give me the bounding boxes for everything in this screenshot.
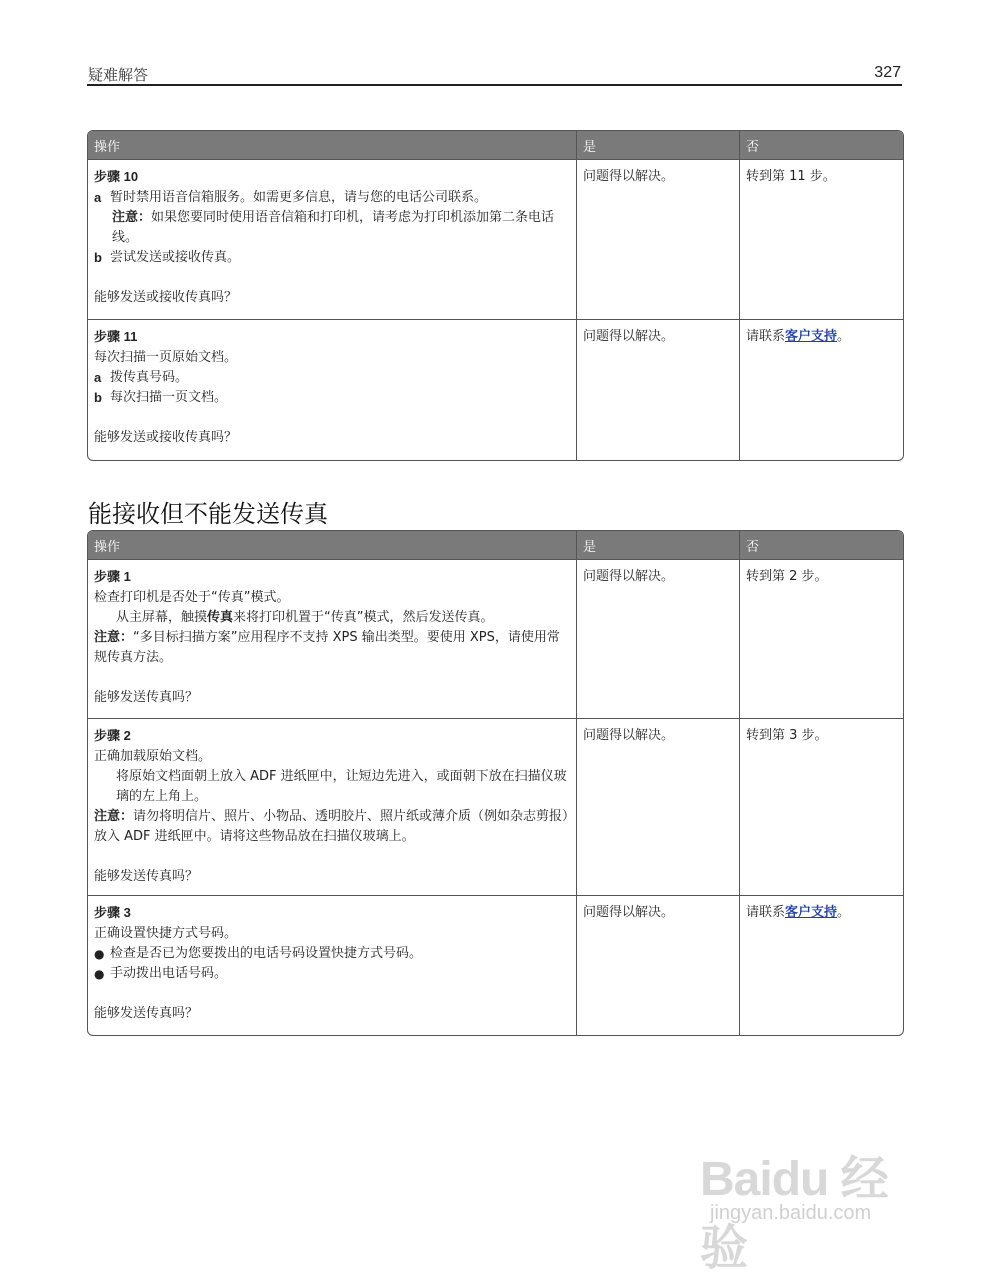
yes-cell: 问题得以解决。	[576, 159, 739, 319]
customer-support-link[interactable]: 客户支持	[785, 905, 838, 920]
no-text-suffix: 。	[837, 905, 851, 920]
note-text: 请勿将明信片、照片、小物品、透明胶片、照片纸或薄介质（例如杂志剪报）放入 ADF 进纸匣中。请将这些物品放在扫描仪玻璃上。	[94, 809, 569, 844]
troubleshooting-table-1	[87, 130, 904, 461]
column-header-action: 操作	[88, 531, 576, 559]
list-item	[94, 248, 570, 268]
item-marker: b	[94, 250, 102, 265]
step-title: 步骤 3	[94, 905, 131, 920]
question: 能够发送传真吗？	[94, 690, 199, 705]
watermark-logo: Baidu 经验	[700, 1153, 888, 1275]
item-marker: a	[94, 370, 102, 385]
list-item	[94, 944, 570, 964]
baidu-jingyan-watermark	[690, 1140, 920, 1275]
action-cell	[88, 159, 576, 319]
step-intro: 每次扫描一页原始文档。	[94, 350, 238, 365]
column-header-yes: 是	[576, 531, 739, 559]
page-number: 327	[874, 64, 901, 81]
table-row	[88, 895, 903, 1035]
instruction	[94, 608, 570, 628]
running-header-title: 疑难解答	[88, 66, 149, 84]
no-cell: 转到第 3 步。	[739, 718, 903, 895]
item-text: 检查是否已为您要拨出的电话号码设置快捷方式号码。	[110, 946, 423, 961]
column-header-action: 操作	[88, 131, 576, 159]
action-cell	[88, 559, 576, 718]
item-marker: a	[94, 190, 102, 205]
note	[94, 807, 570, 847]
question: 能够发送或接收传真吗？	[94, 290, 238, 305]
table-row	[88, 559, 903, 718]
note-label: 注意：	[94, 630, 134, 645]
header-rule	[87, 84, 902, 86]
step-title: 步骤 1	[94, 569, 131, 584]
note-label: 注意：	[94, 809, 134, 824]
item-text: 拨传真号码。	[110, 370, 189, 385]
question: 能够发送传真吗？	[94, 1006, 199, 1021]
item-marker: b	[94, 390, 102, 405]
step-intro: 正确设置快捷方式号码。	[94, 926, 238, 941]
action-cell	[88, 319, 576, 460]
action-cell	[88, 895, 576, 1035]
column-header-no: 否	[739, 131, 903, 159]
column-header-no: 否	[739, 531, 903, 559]
no-cell: 转到第 11 步。	[739, 159, 903, 319]
no-cell	[739, 895, 903, 1035]
no-cell	[739, 319, 903, 460]
table-header-row	[88, 131, 903, 159]
no-text: 请联系	[746, 329, 786, 344]
item-text: 尝试发送或接收传真。	[110, 250, 241, 265]
table-row	[88, 319, 903, 460]
bullet-icon: ●	[94, 967, 105, 981]
yes-cell: 问题得以解决。	[576, 718, 739, 895]
yes-cell: 问题得以解决。	[576, 319, 739, 460]
section-title: 能接收但不能发送传真	[88, 500, 328, 528]
step-title: 步骤 2	[94, 728, 131, 743]
item-text: 手动拨出电话号码。	[110, 966, 228, 981]
instruction-bold: 传真	[207, 610, 234, 625]
note-text: 如果您要同时使用语音信箱和打印机，请考虑为打印机添加第二条电话线。	[112, 210, 555, 245]
instruction-text: 从主屏幕，触摸	[116, 610, 208, 625]
table-row	[88, 159, 903, 319]
step-intro: 正确加载原始文档。	[94, 749, 212, 764]
yes-cell: 问题得以解决。	[576, 559, 739, 718]
note-label: 注意：	[112, 210, 152, 225]
troubleshooting-table-2	[87, 530, 904, 1036]
item-text: 每次扫描一页文档。	[110, 390, 228, 405]
no-text-suffix: 。	[837, 329, 851, 344]
column-header-yes: 是	[576, 131, 739, 159]
list-item	[94, 188, 570, 208]
instruction: 将原始文档面朝上放入 ADF 进纸匣中，让短边先进入，或面朝下放在扫描仪玻璃的左上角上。	[116, 769, 567, 804]
customer-support-link[interactable]: 客户支持	[785, 329, 838, 344]
step-intro: 检查打印机是否处于“传真”模式。	[94, 590, 290, 605]
action-cell	[88, 718, 576, 895]
list-item	[94, 388, 570, 408]
step-title: 步骤 11	[94, 329, 138, 344]
no-cell: 转到第 2 步。	[739, 559, 903, 718]
item-text: 暂时禁用语音信箱服务。如需更多信息，请与您的电话公司联系。	[110, 190, 488, 205]
table-row	[88, 718, 903, 895]
instruction-text-suffix: 来将打印机置于“传真”模式，然后发送传真。	[233, 610, 494, 625]
watermark-url: jingyan.baidu.com	[710, 1202, 872, 1224]
table-header-row	[88, 531, 903, 559]
question: 能够发送或接收传真吗？	[94, 430, 238, 445]
question: 能够发送传真吗？	[94, 869, 199, 884]
no-text: 请联系	[746, 905, 786, 920]
bullet-icon: ●	[94, 947, 105, 961]
step-title: 步骤 10	[94, 169, 139, 184]
note	[94, 628, 570, 668]
note-text: “多目标扫描方案”应用程序不支持 XPS 输出类型。要使用 XPS，请使用常规传真方法。	[94, 630, 560, 665]
list-item	[94, 964, 570, 984]
note	[94, 208, 570, 248]
list-item	[94, 368, 570, 388]
yes-cell: 问题得以解决。	[576, 895, 739, 1035]
